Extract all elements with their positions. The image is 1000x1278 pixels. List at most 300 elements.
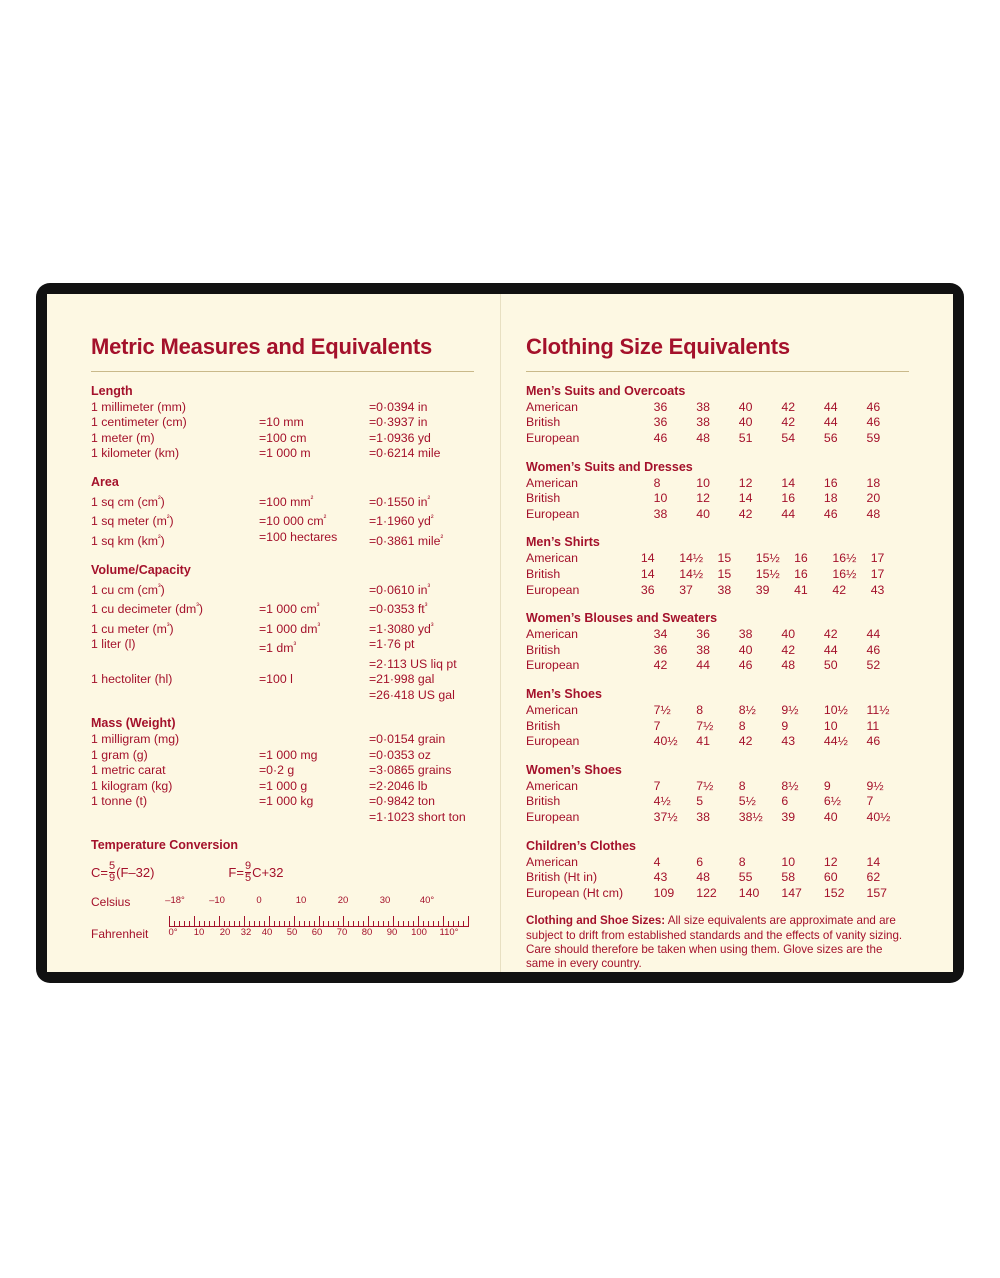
table-row (526, 627, 909, 643)
size-cell: 14 (640, 551, 655, 566)
metric-section (91, 384, 474, 462)
metric-cell: =0·0154 grain (369, 732, 446, 747)
ruler-tick (393, 916, 394, 926)
metric-cell: =1·76 pt (369, 637, 415, 652)
size-cell: 62 (866, 870, 881, 885)
tick-label: 0° (168, 927, 178, 939)
size-cell: 42 (653, 658, 668, 673)
metric-cell: =0·3861 mile$^{^2}$ (369, 533, 444, 549)
ruler-tick (279, 921, 280, 926)
size-cell: 44 (866, 627, 881, 642)
size-cell: 17 (870, 551, 885, 566)
metric-cell (259, 810, 369, 826)
fahrenheit-formula-fraction (245, 861, 251, 884)
metric-cell: 1 centimeter (cm) (91, 415, 187, 430)
table-row (526, 779, 909, 795)
size-cell: 50 (823, 658, 838, 673)
ruler-tick (423, 921, 424, 926)
size-cell: 8½ (781, 778, 799, 793)
metric-cell (259, 732, 369, 748)
metric-cell: =0·3937 in (369, 415, 428, 430)
metric-cell: 1 cu decimeter $(dm^{^3})$ (91, 601, 204, 617)
size-cell: 42 (738, 506, 753, 521)
fahrenheit-scale-row (91, 926, 474, 942)
ruler-tick (353, 921, 354, 926)
ruler-tick (299, 921, 300, 926)
ruler-tick (403, 921, 404, 926)
size-cell: 8 (696, 702, 704, 717)
fahrenheit-formula-numerator: 9 (244, 860, 252, 873)
metric-cell: =26·418 US gal (369, 687, 455, 702)
tick-label: 80 (361, 927, 373, 939)
ruler-tick (264, 921, 265, 926)
size-cell: 44 (781, 506, 796, 521)
metric-cell: 1 kilometer (km) (91, 446, 180, 461)
size-cell: 8 (738, 778, 746, 793)
table-row (526, 855, 909, 871)
ruler-tick (373, 921, 374, 926)
clothing-size-table (526, 763, 909, 826)
size-cell: 40 (781, 627, 796, 642)
ruler-tick (244, 916, 245, 926)
celsius-scale-row (91, 894, 474, 910)
ruler-tick (428, 921, 429, 926)
size-cell: 8 (738, 718, 746, 733)
clothing-size-table (526, 535, 909, 598)
row-label: European (526, 431, 580, 446)
size-cell: 43 (653, 870, 668, 885)
table-row (526, 583, 909, 599)
ruler-tick (289, 921, 290, 926)
metric-cell: 1 meter (m) (91, 430, 155, 445)
metric-cell (259, 688, 369, 704)
metric-row (91, 598, 474, 618)
size-cell: 15½ (755, 551, 780, 566)
metric-cell: =1·3080 $yd^{^3}$ (369, 620, 434, 636)
metric-section-title: Area (91, 474, 119, 489)
size-cell: 59 (866, 431, 881, 446)
clothing-table-title: Children’s Clothes (526, 838, 636, 853)
size-cell: 10 (823, 718, 838, 733)
clothing-note-text: All size equivalents are approximate and are subject to drift from established standards and the effects of vanity sizing. Care should therefore be taken when using them. Glove sizes are the same in every country. (526, 914, 903, 970)
size-cell: 44 (823, 415, 838, 430)
size-cell: 14 (640, 566, 655, 581)
right-page-title: Clothing Size Equivalents (526, 334, 790, 359)
clothing-table-title: Men’s Shoes (526, 686, 602, 701)
size-cell: 52 (866, 658, 881, 673)
size-cell: 11½ (866, 702, 890, 717)
size-cell: 7½ (696, 778, 714, 793)
temperature-ruler (169, 910, 469, 927)
size-cell: 38 (696, 415, 710, 430)
size-cell: 40 (823, 809, 838, 824)
ruler-tick (309, 921, 310, 926)
size-cell: 17 (870, 566, 885, 581)
ruler-tick (398, 921, 399, 926)
metric-cell: =1 000 g (259, 778, 308, 793)
metric-sections (91, 384, 474, 826)
metric-cell: =2·2046 lb (369, 778, 428, 793)
fahrenheit-formula-denominator: 5 (244, 872, 252, 885)
size-cell: 60 (823, 870, 838, 885)
metric-cell: =1 000 $dm^{^3}$ (259, 620, 321, 636)
size-cell: 6 (781, 794, 789, 809)
metric-cell: 1 sq km $(km^{^2})$ (91, 533, 165, 549)
size-cell: 34 (653, 627, 668, 642)
size-cell: 42 (832, 582, 847, 597)
size-cell: 46 (653, 431, 668, 446)
table-row (526, 810, 909, 826)
row-label: European (526, 582, 580, 597)
size-cell: 12 (738, 475, 753, 490)
tick-label: 110° (439, 927, 459, 939)
temperature-scale (91, 894, 474, 942)
metric-cell: 1 tonne (t) (91, 794, 148, 809)
row-label: British (526, 415, 561, 430)
row-label: European (526, 734, 580, 749)
row-label: British (526, 718, 561, 733)
size-cell: 10 (781, 854, 796, 869)
metric-cell: =0·0353 oz (369, 747, 431, 762)
ruler-tick (383, 921, 384, 926)
ruler-tick (204, 921, 205, 926)
size-cell: 16 (781, 491, 796, 506)
metric-cell: 1 sq meter $(m^{^2})$ (91, 513, 174, 529)
ruler-tick (418, 916, 419, 926)
size-cell: 12 (696, 491, 710, 506)
metric-cell: =100 cm (259, 430, 307, 445)
size-cell: 6 (696, 854, 704, 869)
clothing-table-title: Men’s Shirts (526, 535, 600, 550)
ruler-tick (448, 921, 449, 926)
size-cell: 38 (696, 809, 710, 824)
size-cell: 40 (738, 399, 753, 414)
metric-cell: =1 000 $cm^{^3}$ (259, 601, 320, 617)
tick-label: 10 (295, 895, 307, 907)
book-pages (47, 294, 953, 972)
left-page (47, 294, 500, 972)
ruler-tick (249, 921, 250, 926)
clothing-table-title: Men’s Suits and Overcoats (526, 383, 686, 398)
metric-row (91, 688, 474, 704)
ruler-tick (348, 921, 349, 926)
size-cell: 46 (866, 415, 881, 430)
row-label: American (526, 475, 578, 490)
left-title-rule (91, 371, 474, 372)
metric-cell: =2·113 US liq pt (369, 656, 457, 671)
size-cell: 48 (696, 431, 710, 446)
size-cell: 7½ (653, 702, 671, 717)
size-cell: 43 (870, 582, 885, 597)
row-label: British (526, 794, 561, 809)
clothing-size-table (526, 611, 909, 674)
row-label: European (Ht cm) (526, 885, 624, 900)
celsius-formula (91, 861, 154, 884)
metric-section (91, 563, 474, 704)
size-cell: 37½ (653, 809, 678, 824)
metric-cell (259, 657, 369, 673)
metric-cell: 1 metric carat (91, 763, 166, 778)
metric-row (91, 415, 474, 431)
row-label: American (526, 551, 578, 566)
metric-cell: =0·0353 $ft^{^3}$ (369, 601, 428, 617)
size-cell: 16½ (832, 566, 857, 581)
metric-cell: 1 millimeter (mm) (91, 399, 186, 414)
size-cell: 8 (653, 475, 661, 490)
metric-cell: =1·0936 yd (369, 430, 431, 445)
metric-cell: 1 kilogram (kg) (91, 778, 173, 793)
ruler-tick (304, 921, 305, 926)
size-cell: 42 (781, 642, 796, 657)
size-cell: 42 (781, 415, 796, 430)
metric-row (91, 431, 474, 447)
metric-cell: =10 000 $cm^{^2}$ (259, 513, 327, 529)
size-cell: 9½ (866, 778, 884, 793)
table-row (526, 551, 909, 567)
metric-row (91, 618, 474, 638)
table-row (526, 400, 909, 416)
ruler-tick (343, 916, 344, 926)
size-cell: 48 (696, 870, 710, 885)
clothing-table-title: Women’s Blouses and Sweaters (526, 611, 718, 626)
size-cell: 18 (866, 475, 881, 490)
size-cell: 54 (781, 431, 796, 446)
ruler-tick (333, 921, 334, 926)
celsius-formula-prefix: C= (91, 865, 108, 881)
row-label: American (526, 627, 578, 642)
right-page (500, 294, 953, 972)
metric-cell: 1 hectoliter (hl) (91, 672, 173, 687)
celsius-formula-denominator: 9 (108, 872, 116, 885)
size-cell: 14½ (679, 566, 704, 581)
table-row (526, 794, 909, 810)
celsius-scale-label: Celsius (91, 895, 131, 910)
ruler-tick (179, 921, 180, 926)
size-cell: 44 (823, 399, 838, 414)
tick-label: 70 (336, 927, 348, 939)
ruler-tick (169, 916, 170, 926)
size-cell: 16 (794, 551, 808, 566)
metric-cell: 1 gram (g) (91, 747, 148, 762)
size-cell: 8½ (738, 702, 756, 717)
size-cell: 55 (738, 870, 753, 885)
size-cell: 36 (653, 415, 668, 430)
metric-section-title: Volume/Capacity (91, 562, 191, 577)
size-cell: 36 (653, 642, 668, 657)
metric-cell (259, 400, 369, 416)
clothing-size-table (526, 687, 909, 750)
row-label: American (526, 778, 578, 793)
size-cell: 43 (781, 734, 796, 749)
fahrenheit-formula-prefix: F= (228, 865, 244, 881)
metric-row (91, 657, 474, 673)
size-cell: 9½ (781, 702, 799, 717)
metric-cell: =1 000 mg (259, 747, 318, 762)
ruler-tick (199, 921, 200, 926)
size-cell: 56 (823, 431, 838, 446)
metric-row (91, 510, 474, 530)
ruler-tick (463, 921, 464, 926)
celsius-formula-suffix: (F–32) (116, 865, 155, 881)
size-cell: 38 (717, 582, 732, 597)
size-cell: 15 (717, 566, 732, 581)
size-cell: 15½ (755, 566, 780, 581)
ruler-tick (443, 916, 444, 926)
tick-label: 30 (379, 895, 391, 907)
ruler-tick (189, 921, 190, 926)
table-row (526, 658, 909, 674)
metric-cell: =100 l (259, 672, 293, 687)
size-cell: 51 (738, 431, 753, 446)
tick-label: –18° (165, 895, 185, 907)
size-cell: 14 (866, 854, 881, 869)
tick-label: 20 (337, 895, 349, 907)
metric-cell (91, 657, 259, 673)
tick-label: 40 (261, 927, 273, 939)
size-cell: 40 (738, 642, 753, 657)
tick-label: 32 (240, 927, 252, 939)
fahrenheit-formula-suffix: C+32 (252, 865, 284, 881)
size-cell: 38 (653, 506, 668, 521)
ruler-tick (274, 921, 275, 926)
celsius-formula-fraction (109, 861, 115, 884)
tick-label: 0 (256, 895, 262, 907)
size-cell: 10 (696, 475, 710, 490)
ruler-tick (314, 921, 315, 926)
size-cell: 36 (653, 399, 668, 414)
ruler-tick (468, 916, 469, 926)
ruler-tick (224, 921, 225, 926)
size-cell: 14½ (679, 551, 704, 566)
size-cell: 46 (866, 399, 881, 414)
metric-section (91, 716, 474, 825)
ruler-tick (413, 921, 414, 926)
table-row (526, 431, 909, 447)
tick-label: 20 (219, 927, 231, 939)
size-cell: 41 (696, 734, 710, 749)
metric-cell: 1 cu meter $(m^{^3})$ (91, 620, 174, 636)
metric-cell: =0·0394 in (369, 399, 428, 414)
book-cover (36, 283, 964, 983)
metric-section-title: Mass (Weight) (91, 716, 176, 731)
metric-section-title: Length (91, 383, 133, 398)
ruler-tick (433, 921, 434, 926)
size-cell: 5½ (738, 794, 756, 809)
size-cell: 20 (866, 491, 881, 506)
size-cell: 38 (738, 627, 753, 642)
table-row (526, 734, 909, 750)
celsius-tick-labels (165, 895, 469, 909)
metric-row (91, 732, 474, 748)
size-cell: 16½ (832, 551, 857, 566)
metric-row (91, 579, 474, 599)
ruler-tick (269, 916, 270, 926)
size-cell: 46 (866, 734, 881, 749)
clothing-table-title: Women’s Suits and Dresses (526, 459, 693, 474)
size-cell: 15 (717, 551, 732, 566)
size-cell: 44 (823, 642, 838, 657)
ruler-tick (209, 921, 210, 926)
size-cell: 16 (823, 475, 838, 490)
size-cell: 39 (755, 582, 770, 597)
metric-row (91, 672, 474, 688)
size-cell: 36 (696, 627, 710, 642)
size-cell: 7 (653, 778, 661, 793)
clothing-table-title: Women’s Shoes (526, 762, 622, 777)
size-cell: 4 (653, 854, 661, 869)
size-cell: 9 (823, 778, 831, 793)
ruler-tick (229, 921, 230, 926)
size-cell: 12 (823, 854, 838, 869)
metric-row (91, 637, 474, 657)
size-cell: 42 (823, 627, 838, 642)
metric-cell: =1·1960 $yd^{^2}$ (369, 513, 434, 529)
row-label: British (Ht in) (526, 870, 598, 885)
row-label: European (526, 809, 580, 824)
size-cell: 4½ (653, 794, 671, 809)
size-cell: 11 (866, 718, 880, 733)
row-label: American (526, 399, 578, 414)
tick-label: 100 (411, 927, 427, 939)
size-cell: 40 (696, 506, 710, 521)
table-row (526, 719, 909, 735)
ruler-row (91, 910, 474, 926)
size-cell: 44 (696, 658, 710, 673)
metric-cell: =0·0610 $in^{^3}$ (369, 581, 431, 597)
metric-cell: =1 000 m (259, 446, 311, 461)
size-cell: 40 (738, 415, 753, 430)
ruler-tick (388, 921, 389, 926)
clothing-size-table (526, 384, 909, 447)
clothing-note (526, 914, 909, 971)
ruler-tick (319, 916, 320, 926)
size-cell: 36 (640, 582, 655, 597)
ruler-tick (458, 921, 459, 926)
row-label: European (526, 658, 580, 673)
ruler-tick (194, 916, 195, 926)
temperature-formulas (91, 861, 474, 884)
metric-row (91, 794, 474, 810)
ruler-tick (284, 921, 285, 926)
tick-label: 90 (386, 927, 398, 939)
clothing-size-table (526, 839, 909, 902)
row-label: American (526, 702, 578, 717)
size-cell: 140 (738, 885, 760, 900)
metric-row (91, 400, 474, 416)
right-title-rule (526, 371, 909, 372)
metric-cell: 1 liter (l) (91, 637, 136, 652)
table-row (526, 476, 909, 492)
table-row (526, 415, 909, 431)
size-cell: 157 (866, 885, 888, 900)
size-cell: 152 (823, 885, 845, 900)
ruler-tick (368, 916, 369, 926)
size-cell: 122 (696, 885, 717, 900)
size-cell: 16 (794, 566, 808, 581)
size-cell: 39 (781, 809, 796, 824)
tick-label: –10 (209, 895, 225, 907)
fahrenheit-tick-labels (169, 927, 469, 941)
size-cell: 7 (653, 718, 661, 733)
clothing-size-tables (526, 384, 909, 901)
size-cell: 38½ (738, 809, 763, 824)
size-cell: 10 (653, 491, 668, 506)
metric-cell: =0·2 g (259, 763, 295, 778)
ruler-tick (328, 921, 329, 926)
size-cell: 37 (679, 582, 693, 597)
row-label: European (526, 506, 580, 521)
ruler-tick (259, 921, 260, 926)
